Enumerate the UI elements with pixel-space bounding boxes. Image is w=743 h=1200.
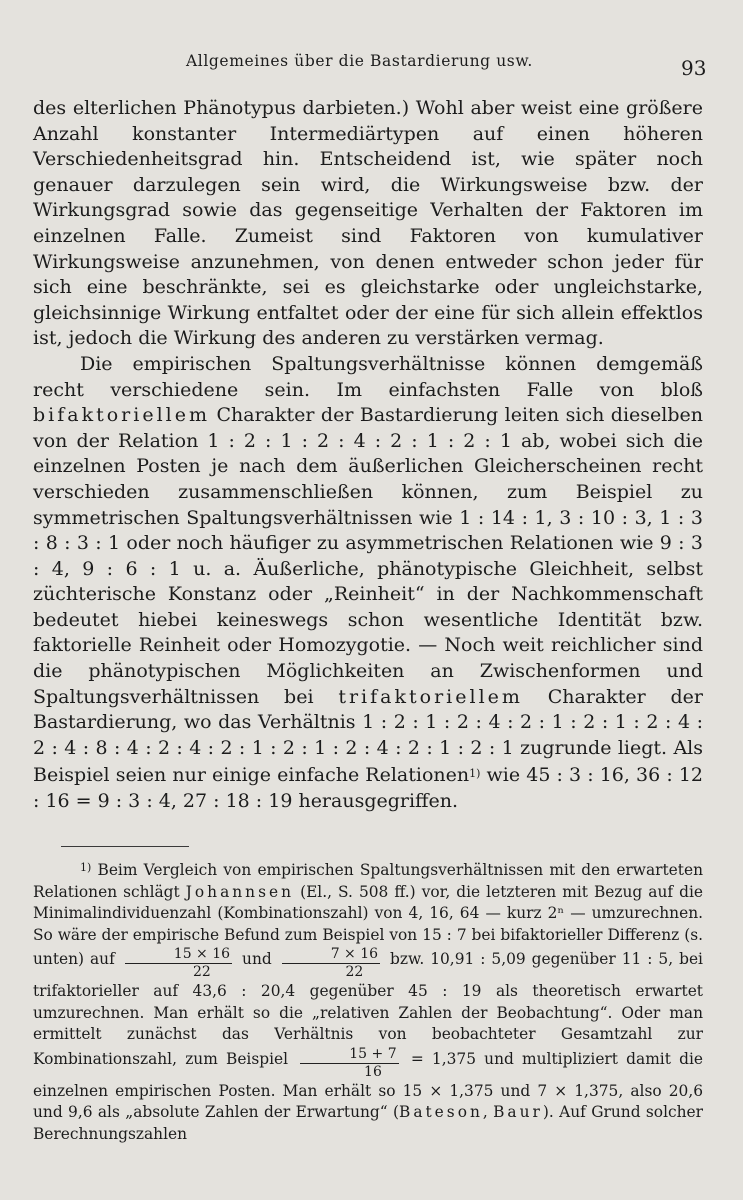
page-number: 93: [681, 56, 707, 80]
footnote-text-4: bzw. 10,91 : 5,09 gegenüber 11 : 5, bei trifaktorieller auf 43,6 : 20,4 gegenüber 45 : 19 als theoretisch erwartet umzurechnen. Man erhält so die „relativen Zahlen der Beobachtung“. Oder man ermittelt zunächst das Verhältnis von beobachteter Gesamtzahl zur Kombinationszahl, zum Beispiel: [33, 950, 703, 1068]
paragraph-2-text-f: wie 45 : 3 : 16, 36 : 12 : 16 = 9 : 3 : 4, 27 : 18 : 19 herausgegriffen.: [33, 764, 703, 813]
footnote: [33, 857, 703, 1145]
fraction-numerator: 7 × 16: [282, 946, 380, 964]
footnote-text-5: = 1,375 und multipliziert damit die einzelnen empirischen Posten. Man erhält so 15 × 1,375 und 7 × 1,375, also 20,6 und 9,6 als „absolute Zahlen der Erwartung“ (: [33, 1049, 703, 1121]
fraction-7x16-over-22: [282, 946, 380, 981]
footnote-text-3: und: [242, 950, 272, 968]
footnote-text-1: Beim Vergleich von empirischen Spaltungsverhältnissen mit den erwarteten Relationen schlägt: [33, 861, 703, 901]
fraction-numerator: 15 × 16: [125, 946, 232, 964]
author-johannsen: Johannsen: [185, 882, 295, 901]
fraction-15x16-over-22: [125, 946, 232, 981]
author-bateson: Bateson: [399, 1103, 483, 1121]
paragraph-1: des elterlichen Phänotypus darbieten.) Wohl aber weist eine größere Anzahl konstanter Intermediärtypen auf einen höheren Verschiedenheitsgrad hin. Entscheidend ist, wie später noch genauer darzulegen sein wird, die Wirkungsweise bzw. der Wirkungsgrad sowie das gegenseitige Verhalten der Faktoren im einzelnen Falle. Zumeist sind Faktoren von kumulativer Wirkungsweise anzunehmen, von denen entweder schon jeder für sich eine beschränkte, sei es gleichstarke oder ungleichstarke, gleichsinnige Wirkung entfaltet oder der eine für sich allein effektlos ist, jedoch die Wirkung des anderen zu verstärken vermag.: [33, 97, 703, 350]
footnote-reference: 1): [469, 767, 481, 781]
fraction-numerator: 15 + 7: [300, 1046, 398, 1064]
footnote-paragraph: [33, 857, 703, 1145]
paragraph-2-text-c: Charakter der Bastardierung leiten sich dieselben von der Relation 1 : 2 : 1 : 2 : 4 : 2 : 1 : 2 : 1 ab, wobei sich die einzelnen Posten je nach dem äußerlichen Gleicherscheinen recht verschieden zusammenschließen können, zum Beispiel zu symmetrischen Spaltungsverhältnissen wie 1 : 14 : 1, 3 : 10 : 3, 1 : 3 : 8 : 3 : 1 oder noch häufiger zu asymmetrischen Relationen wie 9 : 3 : 4, 9 : 6 : 1 u. a. Äußerliche, phänotypische Gleichheit, selbst züchterische Konstanz oder „Reinheit“ in der Nachkommenschaft bedeutet hiebei keineswegs schon wesentliche Identität bzw. faktorielle Reinheit oder Homozygotie. — Noch weit reichlicher sind die phänotypischen Möglichkeiten an Zwischenformen und Spaltungsverhältnissen bei: [33, 404, 703, 708]
fraction-denominator: 22: [345, 964, 364, 980]
body-text: [33, 96, 703, 815]
footnote-text-6: ,: [482, 1103, 494, 1121]
spaced-term-bifaktoriellem: bifaktoriellem: [33, 404, 211, 427]
fraction-denominator: 22: [193, 964, 211, 980]
paragraph-2-text-a: Die empirischen Spaltungsverhältnisse können demgemäß recht verschiedene sein. Im einfachsten Falle von bloß: [33, 352, 703, 401]
footnote-text-7: ). Auf Grund solcher Berechnungszahlen: [33, 1103, 703, 1143]
fraction-denominator: 16: [364, 1063, 382, 1080]
author-baur: Baur: [493, 1103, 543, 1121]
paragraph-2-text-e: Charakter der Bastardierung, wo das Verhältnis 1 : 2 : 1 : 2 : 4 : 2 : 1 : 2 : 1 : 2 : 4 : 2 : 4 : 8 : 4 : 2 : 4 : 2 : 1 : 2 : 1 : 2 : 4 : 2 : 1 : 2 : 1 zugrunde liegt. Als Beispiel seien nur einige einfache Relationen: [33, 685, 703, 787]
fraction-15plus7-over-16: [300, 1046, 398, 1081]
footnote-rule: [61, 846, 189, 847]
spaced-term-trifaktoriellem: trifaktoriellem: [338, 685, 523, 708]
footnote-text-2: (El., S. 508 ff.) vor, die letzteren mit Bezug auf die Minimalindividuenzahl (Kombinationszahl) von 4, 16, 64 — kurz 2ⁿ — umzurechnen. So wäre der empirische Befund zum Beispiel von 15 : 7 bei bifaktorieller Differenz (s. unten) auf: [33, 882, 703, 968]
running-head: Allgemeines über die Bastardierung usw.: [186, 52, 533, 70]
paragraph-2: [33, 352, 703, 815]
footnote-marker: 1): [80, 861, 92, 874]
